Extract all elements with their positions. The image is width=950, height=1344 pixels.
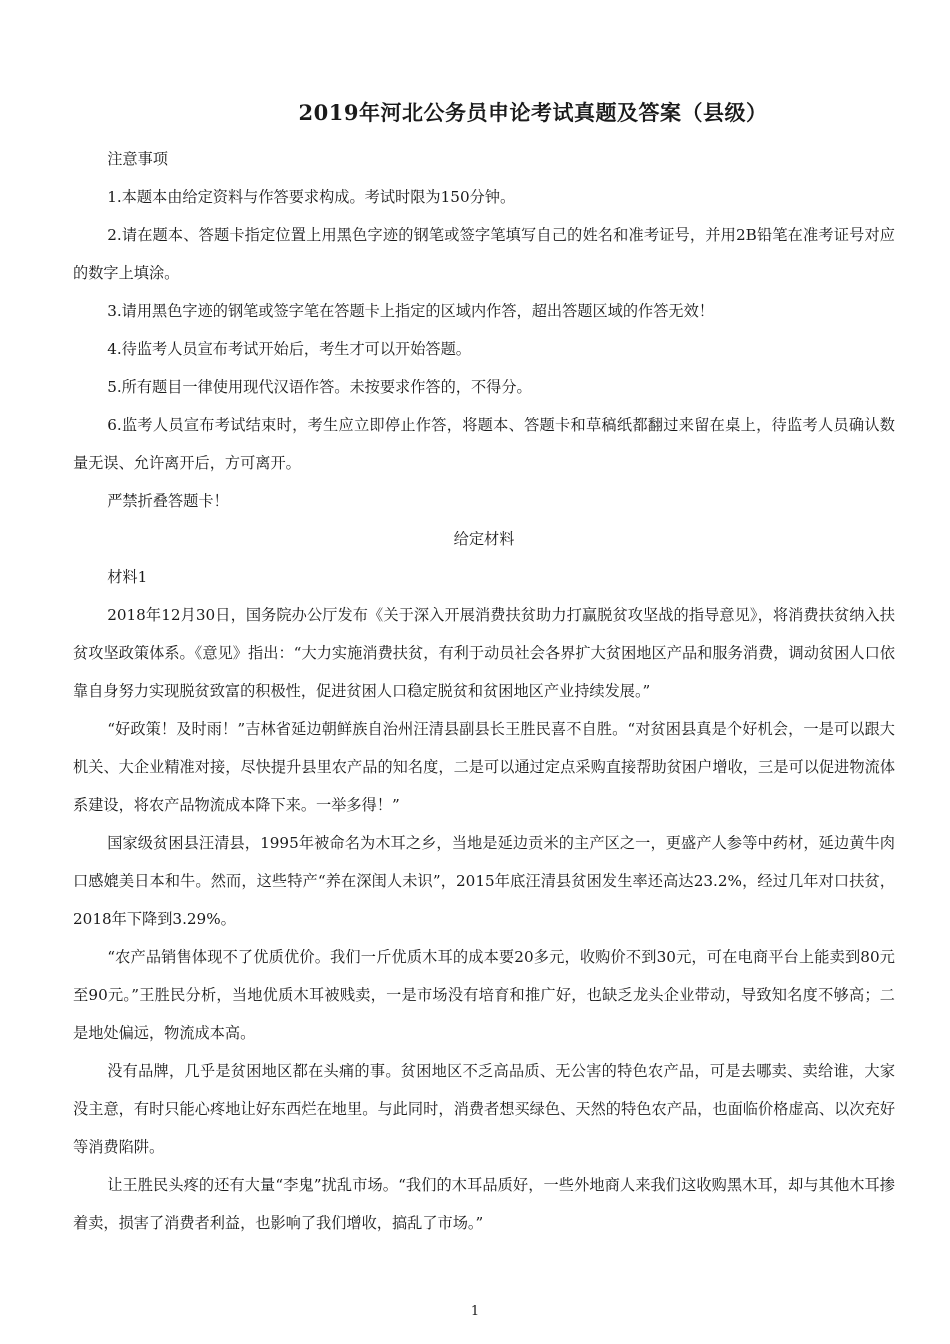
body-paragraph: “好政策！及时雨！”吉林省延边朝鲜族自治州汪清县副县长王胜民喜不自胜。“对贫困县真是个好机会，一是可以跟大机关、大企业精准对接，尽快提升县里农产品的知名度，二是可以通过定点采购直接帮助贫困户增收，三是可以促进物流体系建设，将农产品物流成本降下来。一举多得！” xyxy=(73,720,895,814)
notice-item-1: 1.本题本由给定资料与作答要求构成。考试时限为150分钟。 xyxy=(107,188,516,206)
notice-warning: 严禁折叠答题卡！ xyxy=(107,492,229,510)
notice-item-2: 2.请在题本、答题卡指定位置上用黑色字迹的钢笔或签字笔填写自己的姓名和准考证号，并用2B铅笔在准考证号对应的数字上填涂。 xyxy=(73,226,895,282)
body-paragraph: 让王胜民头疼的还有大量“李鬼”扰乱市场。“我们的木耳品质好，一些外地商人来我们这收购黑木耳，却与其他木耳掺着卖，损害了消费者利益，也影响了我们增收，搞乱了市场。” xyxy=(73,1176,895,1232)
notice-heading: 注意事项 xyxy=(107,150,168,168)
body-paragraph: “农产品销售体现不了优质优价。我们一斤优质木耳的成本要20多元，收购价不到30元，可在电商平台上能卖到80元至90元。”王胜民分析，当地优质木耳被贱卖，一是市场没有培育和推广好，也缺乏龙头企业带动，导致知名度不够高；二是地处偏远，物流成本高。 xyxy=(73,948,895,1042)
body-paragraph: 没有品牌，几乎是贫困地区都在头痛的事。贫困地区不乏高品质、无公害的特色农产品，可是去哪卖、卖给谁，大家没主意，有时只能心疼地让好东西烂在地里。与此同时，消费者想买绿色、天然的特色农产品，也面临价格虚高、以次充好等消费陷阱。 xyxy=(73,1062,895,1156)
notice-item-4: 4.待监考人员宣布考试开始后，考生才可以开始答题。 xyxy=(107,340,471,358)
notice-item-6: 6.监考人员宣布考试结束时，考生应立即停止作答，将题本、答题卡和草稿纸都翻过来留在桌上，待监考人员确认数量无误、允许离开后，方可离开。 xyxy=(73,416,895,472)
material-heading: 材料1 xyxy=(107,568,148,586)
body-paragraph: 国家级贫困县汪清县，1995年被命名为木耳之乡，当地是延边贡米的主产区之一，更盛产人参等中药材，延边黄牛肉口感媲美日本和牛。然而，这些特产“养在深闺人未识”，2015年底汪清县贫困发生率还高达23.2%，经过几年对口扶贫，2018年下降到3.29%。 xyxy=(73,834,895,928)
notice-item-3: 3.请用黑色字迹的钢笔或签字笔在答题卡上指定的区域内作答，超出答题区域的作答无效！ xyxy=(107,302,714,320)
notice-item-5: 5.所有题目一律使用现代汉语作答。未按要求作答的，不得分。 xyxy=(107,378,532,396)
section-heading: 给定材料 xyxy=(453,530,515,548)
document-title: 2019年河北公务员申论考试真题及答案（县级） xyxy=(298,100,768,125)
body-paragraph: 2018年12月30日，国务院办公厅发布《关于深入开展消费扶贫助力打赢脱贫攻坚战的指导意见》，将消费扶贫纳入扶贫攻坚政策体系。《意见》指出：“大力实施消费扶贫，有利于动员社会各界扩大贫困地区产品和服务消费，调动贫困人口依靠自身努力实现脱贫致富的积极性，促进贫困人口稳定脱贫和贫困地区产业持续发展。” xyxy=(73,606,895,700)
page-number: 1 xyxy=(470,1304,480,1319)
document-body xyxy=(73,140,895,1242)
